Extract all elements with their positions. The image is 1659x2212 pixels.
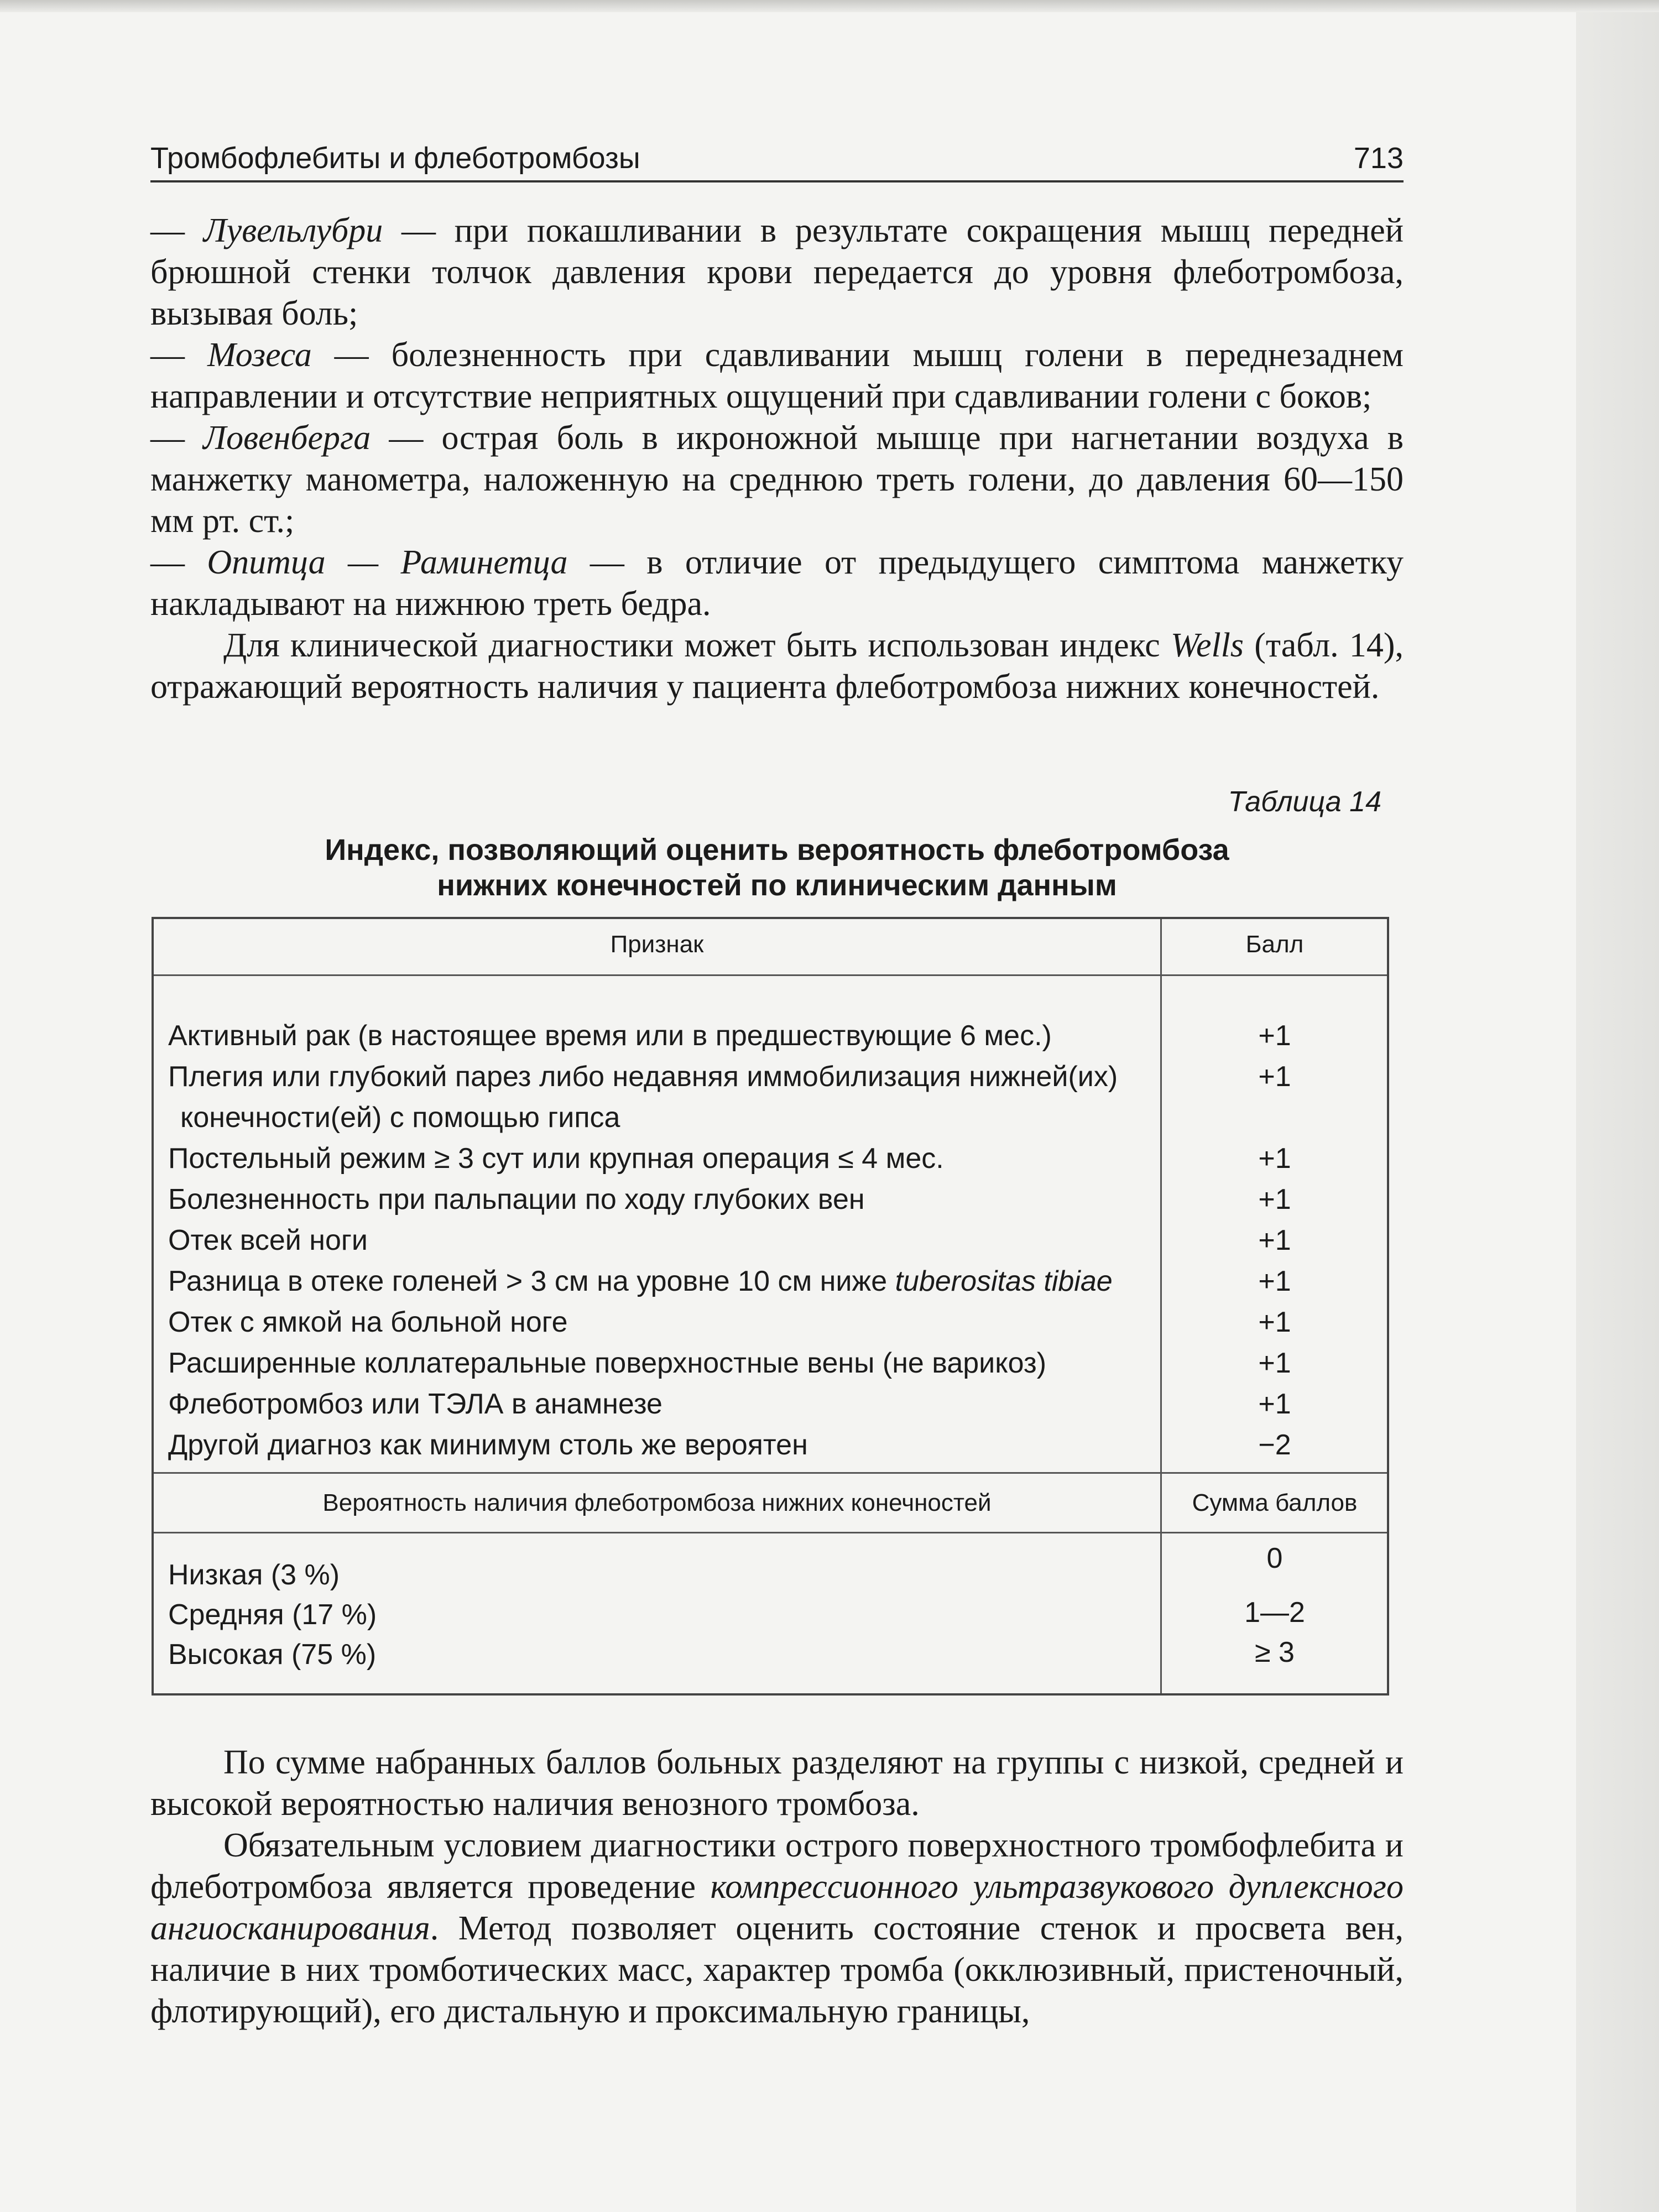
- ultrasound-method: компрессионного ультразвукового дуплексного ангиосканирования: [150, 1868, 1404, 1947]
- table-title-line: нижних конечностей по клиническим данным: [437, 869, 1117, 902]
- probability-level: Высокая (75 %): [168, 1639, 377, 1671]
- symptom-item: — Опитца — Раминетца — в отличие от предыдущего симптома манжетку накладывают на нижнюю треть бедра.: [150, 544, 1404, 623]
- header-divider: [154, 974, 1387, 976]
- symptom-item: — Мозеса — болезненность при сдавливании мышц голени в переднезаднем направлении и отсутствие неприятных ощущений при сдавливании голени с боков;: [150, 336, 1404, 415]
- row-sign-line2: конечности(ей) с помощью гипса: [180, 1102, 620, 1134]
- row-points: −2: [1258, 1429, 1291, 1461]
- intro-paragraph: [150, 625, 1404, 708]
- row-points: +1: [1258, 1142, 1291, 1175]
- table-title-line: Индекс, позволяющий оценить вероятность флеботромбоза: [325, 833, 1229, 867]
- symptom-text: — острая боль в икроножной мышце при нагнетании воздуха в манжетку манометра, наложенную на среднюю треть голени, до давления 60—150 мм рт. ст.;: [150, 419, 1404, 540]
- symptom-text: — в отличие от предыдущего симптома манжетку накладывают на нижнюю треть бедра.: [150, 544, 1404, 623]
- row-points: +1: [1258, 1224, 1291, 1256]
- intro-text: Для клинической диагностики может быть использован индекс: [223, 627, 1171, 664]
- scan-edge-top: [0, 0, 1659, 12]
- row-points: +1: [1258, 1265, 1291, 1297]
- ultrasound-paragraph: [150, 1825, 1404, 2032]
- row-points: +1: [1258, 1183, 1291, 1215]
- running-head-title: Тромбофлебиты и флеботромбозы: [150, 142, 640, 175]
- probability-level: Низкая (3 %): [168, 1559, 340, 1591]
- header-divider: [154, 1532, 1387, 1533]
- page-number: 713: [1353, 142, 1404, 175]
- table-label: Таблица 14: [1228, 786, 1381, 818]
- probability-level: Средняя (17 %): [168, 1599, 377, 1631]
- scan-edge: [1576, 0, 1659, 2212]
- ultrasound-text-end: . Метод позволяет оценить состояние стенок и просвета вен, наличие в них тромботических масс, характер тромба (окклюзивный, пристеночный, флотирующий), его дистальную и проксимальную границы,: [150, 1910, 1404, 2030]
- row-sign: [168, 1261, 1152, 1302]
- intro-text-end: (табл. 14), отражающий вероятность наличия у пациента флеботромбоза нижних конечностей.: [150, 627, 1404, 706]
- ultrasound-text: Обязательным условием диагностики острого поверхностного тромбофлебита и флеботромбоза является проведение: [150, 1827, 1404, 1906]
- row-sign: Постельный режим ≥ 3 сут или крупная операция ≤ 4 мес.: [168, 1142, 944, 1175]
- column-header-sum: Сумма баллов: [1192, 1489, 1358, 1516]
- column-header-points: Балл: [1245, 931, 1304, 958]
- conclusion-paragraph: По сумме набранных баллов больных разделяют на группы с низкой, средней и высокой вероятностью наличия венозного тромбоза.: [150, 1744, 1404, 1823]
- section-divider: [154, 1472, 1387, 1474]
- symptom-item: — Лувельлубри — при покашливании в результате сокращения мышц передней брюшной стенки толчок давления крови передается до уровня флеботромбоза, вызывая боль;: [150, 212, 1404, 332]
- row-points: +1: [1258, 1306, 1291, 1338]
- row-sign: Отек всей ноги: [168, 1224, 368, 1256]
- symptom-item: — Ловенберга — острая боль в икроножной мышце при нагнетании воздуха в манжетку манометра, наложенную на среднюю треть голени, до давления 60—150 мм рт. ст.;: [150, 419, 1404, 540]
- row-points: +1: [1258, 1020, 1291, 1052]
- running-head: [150, 136, 1404, 182]
- row-sign-line1: Плегия или глубокий парез либо недавняя иммобилизация нижней(их): [168, 1061, 1118, 1093]
- row-sign: Флеботромбоз или ТЭЛА в анамнезе: [168, 1388, 662, 1420]
- row-points: +1: [1258, 1388, 1291, 1420]
- symptom-name: Опитца — Раминетца: [207, 544, 568, 581]
- row-points: +1: [1258, 1061, 1291, 1093]
- symptoms-text: [150, 210, 1404, 708]
- table-title: [150, 832, 1404, 903]
- column-divider: [1160, 919, 1162, 1693]
- row-points: +1: [1258, 1347, 1291, 1379]
- row-sign-latin: tuberositas tibiae: [895, 1265, 1113, 1297]
- row-sign: Активный рак (в настоящее время или в предшествующие 6 мес.): [168, 1020, 1052, 1052]
- symptom-text: — болезненность при сдавливании мышц голени в переднезаднем направлении и отсутствие неприятных ощущений при сдавливании голени с боков;: [150, 336, 1404, 415]
- row-sign: Расширенные коллатеральные поверхностные вены (не варикоз): [168, 1347, 1047, 1379]
- column-header-sign: Признак: [610, 931, 704, 958]
- row-sign: Болезненность при пальпации по ходу глубоких вен: [168, 1183, 865, 1215]
- column-header-probability: Вероятность наличия флеботромбоза нижних конечностей: [322, 1489, 992, 1516]
- row-sign-text: Разница в отеке голеней > 3 см на уровне 10 см ниже: [168, 1265, 895, 1297]
- wells-term: Wells: [1170, 627, 1244, 664]
- probability-sum: 1—2: [1244, 1597, 1305, 1629]
- symptom-name: Лувельлубри: [203, 212, 383, 249]
- conclusion-text: [150, 1742, 1404, 2032]
- symptom-name: Мозеса: [207, 336, 312, 374]
- probability-sum: 0: [1266, 1542, 1283, 1574]
- probability-sum: ≥ 3: [1255, 1636, 1295, 1668]
- symptom-text: — при покашливании в результате сокращения мышц передней брюшной стенки толчок давления крови передается до уровня флеботромбоза, вызывая боль;: [150, 212, 1404, 332]
- symptom-name: Ловенберга: [203, 419, 371, 457]
- row-sign: [168, 1056, 1152, 1138]
- row-sign: Другой диагноз как минимум столь же вероятен: [168, 1429, 808, 1461]
- row-sign: Отек с ямкой на больной ноге: [168, 1306, 568, 1338]
- wells-table: [152, 917, 1389, 1695]
